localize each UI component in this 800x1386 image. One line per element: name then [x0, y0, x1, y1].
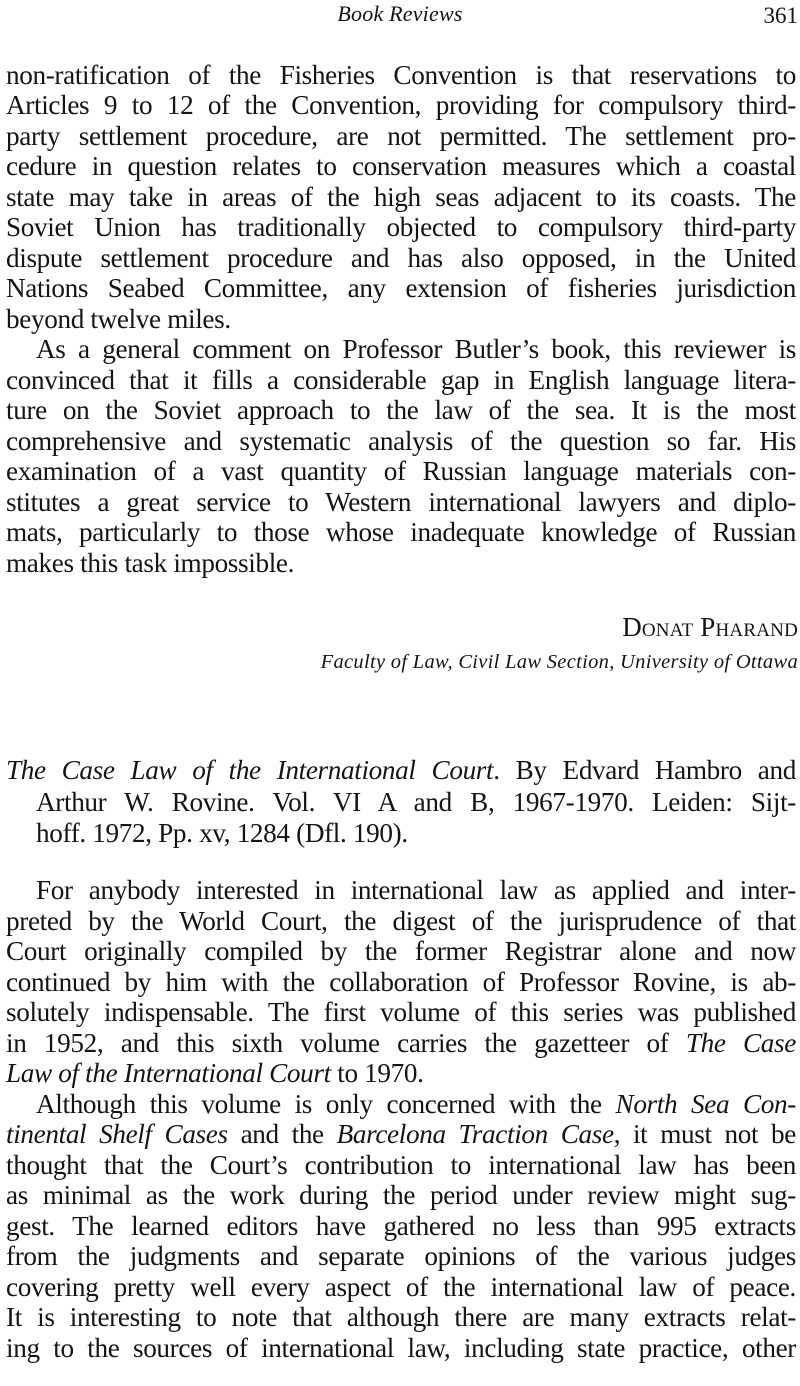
citation-line: Arthur W. Rovine. Vol. VI A and B, 1967-1970. Leiden: Sijt- [36, 787, 796, 817]
italic-case-name: Barcelona Traction Case [336, 1119, 614, 1149]
text-line: convinced that it fills a considerable gap in English language litera- [6, 365, 796, 395]
text-line: ture on the Soviet approach to the law of the sea. It is the most [6, 395, 796, 425]
citation-line: hoff. 1972, Pp. xv, 1284 (Dfl. 190). [36, 818, 408, 848]
text-line: ing to the sources of international law, including state practice, other [6, 1333, 796, 1363]
reviewer-signature: Donat Pharand [622, 612, 798, 642]
text-line: non-ratification of the Fisheries Convention is that reservations to [6, 60, 796, 90]
text-line: gest. The learned editors have gathered no less than 995 extracts [6, 1211, 796, 1241]
italic-case-name: North Sea Con- [615, 1089, 796, 1119]
text-line: continued by him with the collaboration of Professor Rovine, is ab- [6, 967, 796, 997]
text-line: makes this task impossible. [6, 548, 295, 578]
text-line: examination of a vast quantity of Russian language materials con- [6, 456, 796, 486]
text-line: Nations Seabed Committee, any extension of fisheries jurisdiction [6, 273, 796, 303]
text-line: It is interesting to note that although there are many extracts relat- [6, 1302, 796, 1332]
citation-line [6, 755, 796, 785]
text-line [36, 1089, 796, 1119]
text-line: mats, particularly to those whose inadequate knowledge of Russian [6, 517, 796, 547]
text-line: stitutes a great service to Western international lawyers and diplo- [6, 487, 796, 517]
text-span: and the [227, 1119, 337, 1149]
text-span: to 1970. [330, 1058, 424, 1088]
text-line [6, 1058, 796, 1088]
text-span: in 1952, and this sixth volume carries the gazetteer of [6, 1028, 686, 1058]
italic-title: Law of the International Court [6, 1058, 331, 1088]
text-line: from the judgments and separate opinions of the various judges [6, 1241, 796, 1271]
text-line: cedure in question relates to conservation measures which a coastal [6, 151, 796, 181]
text-span: , it must not be [613, 1119, 796, 1149]
text-line: Articles 9 to 12 of the Convention, providing for compulsory third- [6, 90, 796, 120]
text-span: Although this volume is only concerned with the [36, 1089, 616, 1119]
text-line: thought that the Court’s contribution to international law has been [6, 1150, 796, 1180]
text-line [6, 1028, 796, 1058]
reviewer-affiliation: Faculty of Law, Civil Law Section, University of Ottawa [320, 651, 798, 673]
running-head [0, 0, 800, 30]
text-line: comprehensive and systematic analysis of the question so far. His [6, 426, 796, 456]
book-title: The Case Law of the International Court [6, 755, 494, 785]
page-number: 361 [763, 3, 798, 28]
text-line: Court originally compiled by the former Registrar alone and now [6, 936, 796, 966]
text-line: preted by the World Court, the digest of the jurisprudence of that [6, 906, 796, 936]
text-line: dispute settlement procedure and has also opposed, in the United [6, 243, 796, 273]
text-line: Soviet Union has traditionally objected to compulsory third-party [6, 212, 796, 242]
italic-case-name: tinental Shelf Cases [6, 1119, 228, 1149]
text-line: state may take in areas of the high seas adjacent to its coasts. The [6, 182, 796, 212]
text-line: covering pretty well every aspect of the international law of peace. [6, 1272, 796, 1302]
text-line [6, 1119, 796, 1149]
running-head-title: Book Reviews [337, 1, 463, 26]
italic-title: The Case [685, 1028, 796, 1058]
text-line: beyond twelve miles. [6, 304, 231, 334]
text-line: solutely indispensable. The first volume of this series was published [6, 997, 796, 1027]
text-line: For anybody interested in international law as applied and inter- [36, 875, 796, 905]
text-line: as minimal as the work during the period under review might sug- [6, 1180, 796, 1210]
citation-authors: . By Edvard Hambro and [493, 755, 796, 785]
text-line: As a general comment on Professor Butler’s book, this reviewer is [36, 334, 796, 364]
text-line: party settlement procedure, are not permitted. The settlement pro- [6, 121, 796, 151]
